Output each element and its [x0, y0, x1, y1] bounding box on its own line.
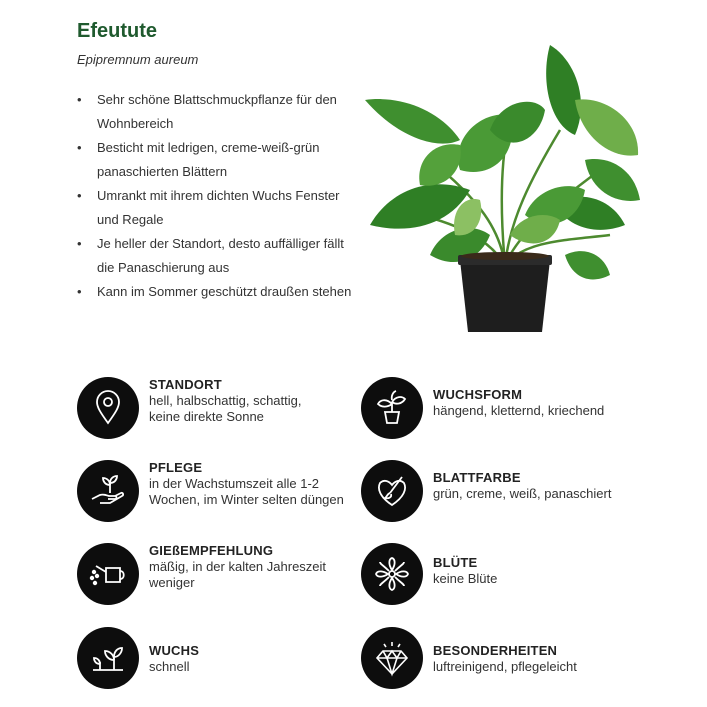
hand-sprout-icon [77, 460, 139, 522]
feature-label: BLÜTE [433, 555, 478, 570]
feature-label: STANDORT [149, 377, 222, 392]
feature-bullet-list [77, 88, 362, 304]
feature-description: in der Wachstumszeit alle 1-2 Wochen, im Winter selten düngen [149, 476, 344, 507]
plant-image [360, 40, 645, 340]
feature-label: WUCHS [149, 643, 200, 658]
feature-description: hell, halbschattig, schattig, keine direkte Sonne [149, 393, 302, 424]
feature-standort [77, 377, 329, 439]
watering-can-icon [77, 543, 139, 605]
feature-bluete [361, 543, 497, 605]
potted-plant-icon [361, 377, 423, 439]
feature-description: schnell [149, 659, 190, 674]
page-title: Efeutute [77, 20, 157, 42]
feature-label: BLATTFARBE [433, 470, 521, 485]
feature-wuchsform [361, 377, 604, 439]
list-item: • Sehr schöne Blattschmuckpflanze für den Wohnbereich [77, 88, 362, 136]
feature-giessen [77, 543, 334, 605]
feature-description: mäßig, in der kalten Jahreszeit weniger [149, 559, 327, 590]
feature-label: PFLEGE [149, 460, 203, 475]
feature-label: GIEßEMPFEHLUNG [149, 543, 274, 558]
list-item: • Besticht mit ledrigen, creme-weiß-grün panaschierten Blättern [77, 136, 362, 184]
feature-description: luftreinigend, pflegeleicht [433, 659, 577, 674]
seedlings-icon [77, 627, 139, 689]
feature-besonderheiten [361, 627, 577, 689]
location-pin-icon [77, 377, 139, 439]
botanical-name: Epipremnum aureum [77, 52, 199, 67]
feature-blattfarbe [361, 460, 611, 522]
feature-pflege [77, 460, 359, 522]
feature-label: BESONDERHEITEN [433, 643, 558, 658]
feature-description: keine Blüte [433, 571, 498, 586]
list-item: • Je heller der Standort, desto auffälliger fällt die Panaschierung aus [77, 232, 362, 280]
feature-description: hängend, kletternd, kriechend [433, 403, 605, 418]
leaf-brush-icon [361, 460, 423, 522]
diamond-icon [361, 627, 423, 689]
feature-wuchs [77, 627, 199, 689]
list-item: • Umrankt mit ihrem dichten Wuchs Fenster und Regale [77, 184, 362, 232]
feature-description: grün, creme, weiß, panaschiert [433, 486, 612, 501]
flower-icon [361, 543, 423, 605]
list-item: • Kann im Sommer geschützt draußen stehen [77, 280, 362, 304]
feature-label: WUCHSFORM [433, 387, 523, 402]
